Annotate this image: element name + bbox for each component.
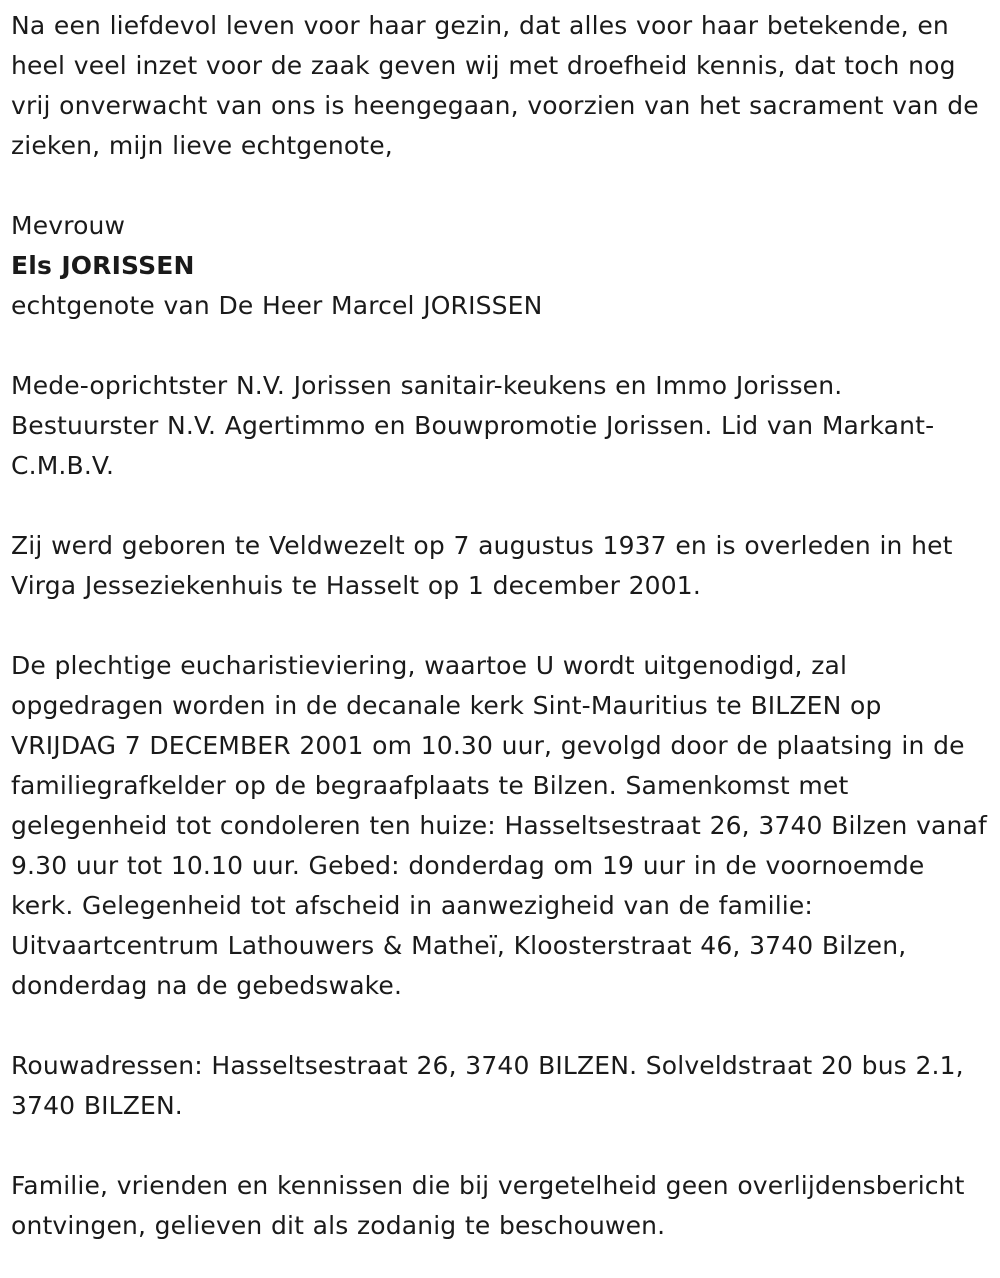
spouse-line: echtgenote van De Heer Marcel JORISSEN — [11, 291, 543, 320]
ceremony-paragraph: De plechtige eucharistieviering, waartoe U wordt uitgenodigd, zal opgedragen worden in de decanale kerk Sint-Mauritius te BILZEN op VRIJDAG 7 DECEMBER 2001 om 10.30 uur, gevolgd door de plaatsing in de familiegrafkelder op de begraafplaats te Bilzen. Samenkomst met gelegenheid tot condoleren ten huize: Hasseltsestraat 26, 3740 Bilzen vanaf 9.30 uur tot 10.10 uur. Gebed: donderdag om 19 uur in de voornoemde kerk. Gelegenheid tot afscheid in aanwezigheid van de familie: Uitvaartcentrum Lathouwers & Matheï, Kloosterstraat 46, 3740 Bilzen, donderdag na de gebedswake. — [11, 651, 987, 1000]
deceased-name: Els JORISSEN — [11, 251, 195, 280]
addresses-paragraph: Rouwadressen: Hasseltsestraat 26, 3740 BILZEN. Solveldstraat 20 bus 2.1, 3740 BILZEN. — [11, 1051, 964, 1120]
spacer — [11, 486, 992, 526]
birth-death-paragraph: Zij werd geboren te Veldwezelt op 7 augustus 1937 en is overleden in het Virga Jesseziekenhuis te Hasselt op 1 december 2001. — [11, 531, 953, 600]
spacer — [11, 1126, 992, 1166]
deceased-title: Mevrouw — [11, 211, 126, 240]
spacer — [11, 1006, 992, 1046]
closing-paragraph: Familie, vrienden en kennissen die bij vergetelheid geen overlijdensbericht ontvingen, gelieven dit als zodanig te beschouwen. — [11, 1171, 965, 1240]
spacer — [11, 606, 992, 646]
spacer — [11, 326, 992, 366]
intro-paragraph: Na een liefdevol leven voor haar gezin, dat alles voor haar betekende, en heel veel inzet voor de zaak geven wij met droefheid kennis, dat toch nog vrij onverwacht van ons is heengegaan, voorzien van het sacrament van de zieken, mijn lieve echtgenote, — [11, 11, 979, 160]
roles-paragraph: Mede-oprichtster N.V. Jorissen sanitair-keukens en Immo Jorissen. Bestuurster N.V. Agertimmo en Bouwpromotie Jorissen. Lid van Markant-C.M.B.V. — [11, 371, 935, 480]
spacer — [11, 166, 992, 206]
